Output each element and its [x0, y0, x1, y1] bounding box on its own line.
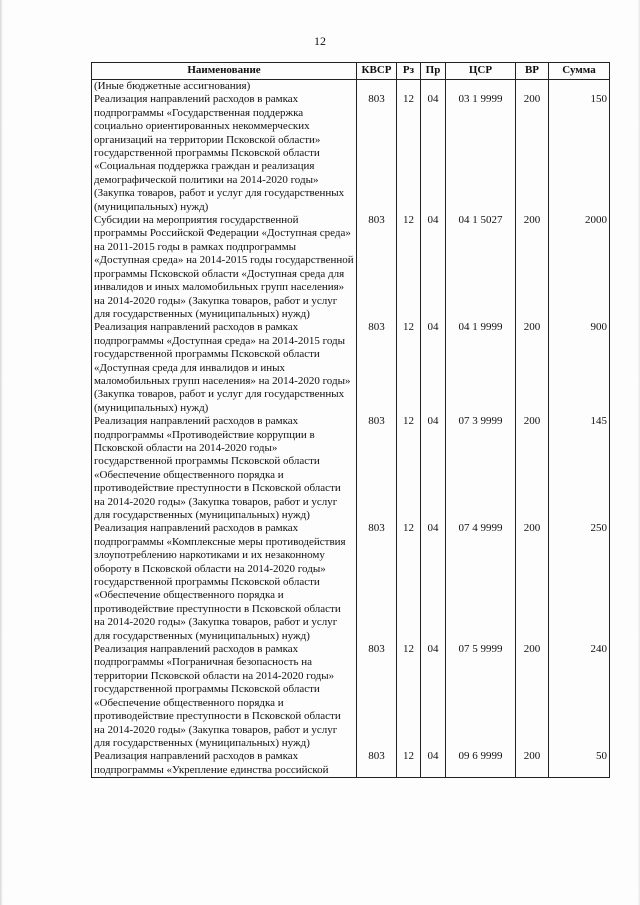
table-row [92, 214, 610, 321]
page-number: 12 [314, 34, 326, 48]
row-pr: 04 [421, 750, 446, 777]
row-csr: 03 1 9999 [446, 93, 516, 214]
row-sum: 150 [549, 93, 610, 214]
row-vr: 200 [516, 321, 549, 415]
row-csr: 04 1 5027 [446, 214, 516, 321]
row-sum: 145 [549, 415, 610, 522]
table-row [92, 93, 610, 214]
row-rz: 12 [397, 643, 421, 750]
row-pr: 04 [421, 522, 446, 643]
row-vr: 200 [516, 750, 549, 777]
row-sum: 250 [549, 522, 610, 643]
table-row [92, 321, 610, 415]
row-pr: 04 [421, 214, 446, 321]
row-kvsr: 803 [357, 415, 397, 522]
header-kvsr: КВСР [357, 63, 397, 80]
scan-edge-left [0, 0, 3, 905]
row-pr [421, 80, 446, 94]
row-rz: 12 [397, 93, 421, 214]
row-rz: 12 [397, 415, 421, 522]
row-csr: 07 5 9999 [446, 643, 516, 750]
row-name: Реализация направлений расходов в рамках подпрограммы «Доступная среда» на 2014-2015 годы государственной программы Псковской области «Доступная среда для инвалидов и иных маломобильных групп населения» на 2014-2020 годы» (Закупка товаров, работ и услуг для государственных (муниципальных) нужд) [92, 321, 357, 415]
row-csr [446, 80, 516, 94]
table-row [92, 750, 610, 777]
row-name: Реализация направлений расходов в рамках подпрограммы «Противодействие коррупции в Псковской области на 2014-2020 годы» государственной программы Псковской области «Обеспечение общественного порядка и противодействие преступности в Псковской области на 2014-2020 годы» (Закупка товаров, работ и услуг для государственных (муниципальных) нужд) [92, 415, 357, 522]
row-vr: 200 [516, 415, 549, 522]
row-sum [549, 80, 610, 94]
row-vr: 200 [516, 522, 549, 643]
table-row [92, 643, 610, 750]
table-header-row [92, 63, 610, 80]
row-pr: 04 [421, 93, 446, 214]
row-kvsr: 803 [357, 214, 397, 321]
header-name: Наименование [92, 63, 357, 80]
row-kvsr: 803 [357, 321, 397, 415]
table-row [92, 522, 610, 643]
row-kvsr: 803 [357, 93, 397, 214]
header-pr: Пр [421, 63, 446, 80]
row-vr: 200 [516, 214, 549, 321]
row-pr: 04 [421, 415, 446, 522]
row-rz: 12 [397, 750, 421, 777]
row-vr: 200 [516, 643, 549, 750]
row-sum: 50 [549, 750, 610, 777]
row-kvsr: 803 [357, 643, 397, 750]
row-vr [516, 80, 549, 94]
row-name: Реализация направлений расходов в рамках подпрограммы «Государственная поддержка социально ориентированных некоммерческих организаций на территории Псковской области» государственной программы Псковской области «Социальная поддержка граждан и реализация демографической политики на 2014-2020 годы» (Закупка товаров, работ и услуг для государственных (муниципальных) нужд) [92, 93, 357, 214]
table-row [92, 80, 610, 94]
row-name: (Иные бюджетные ассигнования) [92, 80, 357, 94]
row-kvsr [357, 80, 397, 94]
header-csr: ЦСР [446, 63, 516, 80]
header-vr: ВР [516, 63, 549, 80]
row-csr: 09 6 9999 [446, 750, 516, 777]
row-sum: 2000 [549, 214, 610, 321]
row-rz [397, 80, 421, 94]
row-vr: 200 [516, 93, 549, 214]
row-kvsr: 803 [357, 750, 397, 777]
row-rz: 12 [397, 321, 421, 415]
row-csr: 07 4 9999 [446, 522, 516, 643]
header-sum: Сумма [549, 63, 610, 80]
row-sum: 240 [549, 643, 610, 750]
table-row [92, 415, 610, 522]
row-pr: 04 [421, 643, 446, 750]
budget-table [91, 62, 610, 778]
row-csr: 07 3 9999 [446, 415, 516, 522]
row-name: Реализация направлений расходов в рамках подпрограммы «Укрепление единства российской [92, 750, 357, 777]
row-name: Субсидии на мероприятия государственной программы Российской Федерации «Доступная среда» на 2011-2015 годы в рамках подпрограммы «Доступная среда» на 2014-2015 годы государственной программы Псковской области «Доступная среда для инвалидов и иных маломобильных групп населения» на 2014-2020 годы» (Закупка товаров, работ и услуг для государственных (муниципальных) нужд) [92, 214, 357, 321]
row-pr: 04 [421, 321, 446, 415]
row-name: Реализация направлений расходов в рамках подпрограммы «Пограничная безопасность на территории Псковской области на 2014-2020 годы» государственной программы Псковской области «Обеспечение общественного порядка и противодействие преступности в Псковской области на 2014-2020 годы» (Закупка товаров, работ и услуг для государственных (муниципальных) нужд) [92, 643, 357, 750]
row-name: Реализация направлений расходов в рамках подпрограммы «Комплексные меры противодействия злоупотреблению наркотиками и их незаконному обороту в Псковской области на 2014-2020 годы» государственной программы Псковской области «Обеспечение общественного порядка и противодействие преступности в Псковской области на 2014-2020 годы» (Закупка товаров, работ и услуг для государственных (муниципальных) нужд) [92, 522, 357, 643]
header-rz: Рз [397, 63, 421, 80]
row-rz: 12 [397, 522, 421, 643]
row-kvsr: 803 [357, 522, 397, 643]
row-rz: 12 [397, 214, 421, 321]
row-sum: 900 [549, 321, 610, 415]
row-csr: 04 1 9999 [446, 321, 516, 415]
